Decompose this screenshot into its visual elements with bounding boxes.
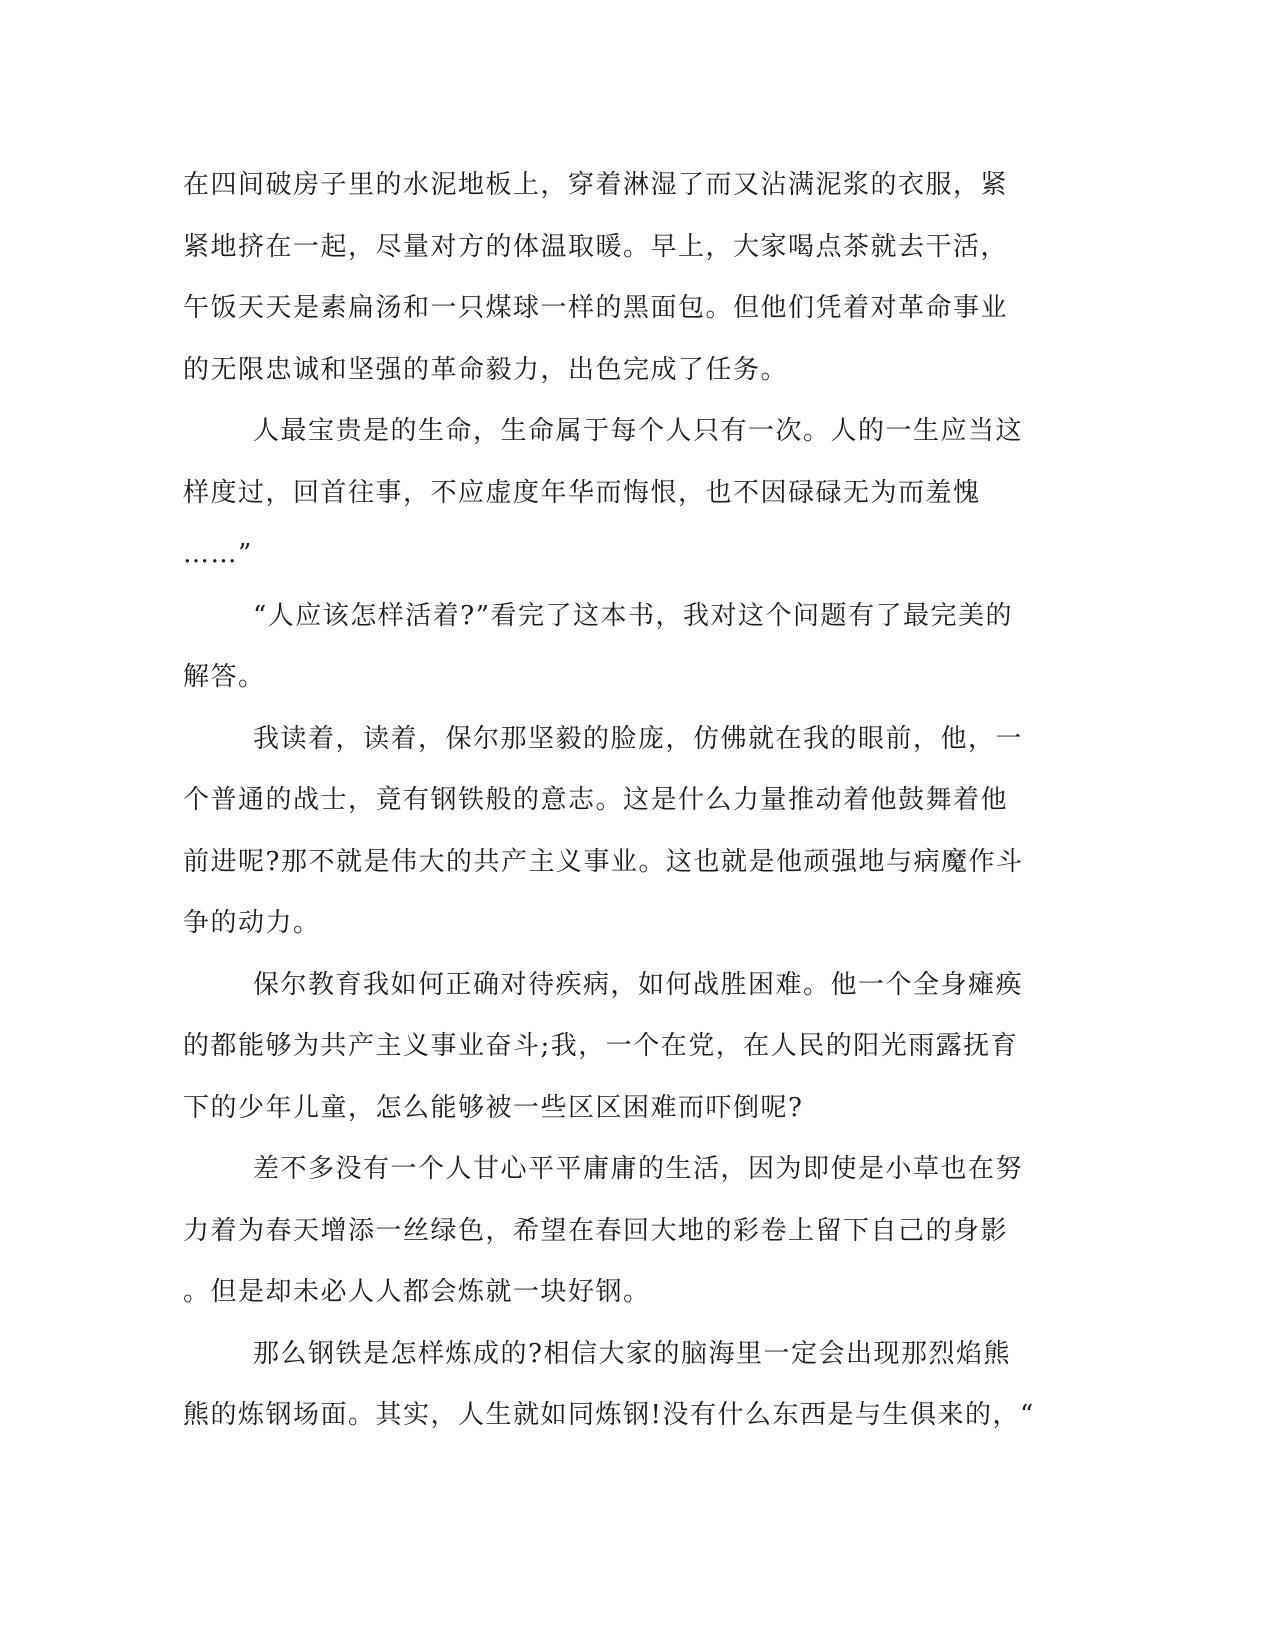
text-line: 熊的炼钢场面。其实，人生就如同炼钢!没有什么东西是与生俱来的，“	[183, 1400, 1035, 1430]
paragraph	[183, 401, 1043, 586]
text-line: 人最宝贵是的生命，生命属于每个人只有一次。人的一生应当这	[253, 416, 1024, 446]
text-line: 争的动力。	[183, 908, 321, 938]
paragraph	[183, 709, 1043, 955]
text-line: 前进呢?那不就是伟大的共产主义事业。这也就是他顽强地与病魔作斗	[183, 846, 1024, 877]
paragraph	[183, 155, 1043, 401]
text-line: “人应该怎样活着?”看完了这本书，我对这个问题有了最完美的	[253, 600, 1014, 631]
text-line: 。但是却未必人人都会炼就一块好钢。	[183, 1277, 651, 1307]
text-line: 样度过，回首往事，不应虚度年华而悔恨，也不因碌碌无为而羞愧	[183, 477, 981, 508]
paragraph	[183, 955, 1043, 1140]
text-line: 我读着，读着，保尔那坚毅的脸庞，仿佛就在我的眼前，他，一	[253, 723, 1024, 754]
text-line: 保尔教育我如何正确对待疾病，如何战胜困难。他一个全身瘫痪	[253, 969, 1024, 1000]
text-line: 那么钢铁是怎样炼成的?相信大家的脑海里一定会出现那烈焰熊	[253, 1338, 1011, 1369]
text-line: 在四间破房子里的水泥地板上，穿着淋湿了而又沾满泥浆的衣服，紧	[183, 170, 1009, 200]
text-line: 的都能够为共产主义事业奋斗;我，一个在党，在人民的阳光雨露抚育	[183, 1031, 1019, 1061]
text-line: ……”	[183, 539, 253, 569]
text-line: 力着为春天增添一丝绿色，希望在春回大地的彩卷上留下自己的身影	[183, 1215, 1009, 1246]
paragraph	[183, 1324, 1043, 1447]
document-body	[183, 155, 1043, 1447]
paragraph	[183, 1139, 1043, 1324]
text-line: 解答。	[183, 662, 266, 692]
text-line: 午饭天天是素扁汤和一只煤球一样的黑面包。但他们凭着对革命事业	[183, 293, 1009, 323]
paragraph	[183, 586, 1043, 709]
text-line: 下的少年儿童，怎么能够被一些区区困难而吓倒呢?	[183, 1092, 804, 1123]
text-line: 紧地挤在一起，尽量对方的体温取暖。早上，大家喝点茶就去干活，	[183, 231, 1009, 262]
text-line: 的无限忠诚和坚强的革命毅力，出色完成了任务。	[183, 354, 789, 385]
text-line: 差不多没有一个人甘心平平庸庸的生活，因为即使是小草也在努	[253, 1154, 1024, 1184]
text-line: 个普通的战士，竟有钢铁般的意志。这是什么力量推动着他鼓舞着他	[183, 785, 1009, 815]
